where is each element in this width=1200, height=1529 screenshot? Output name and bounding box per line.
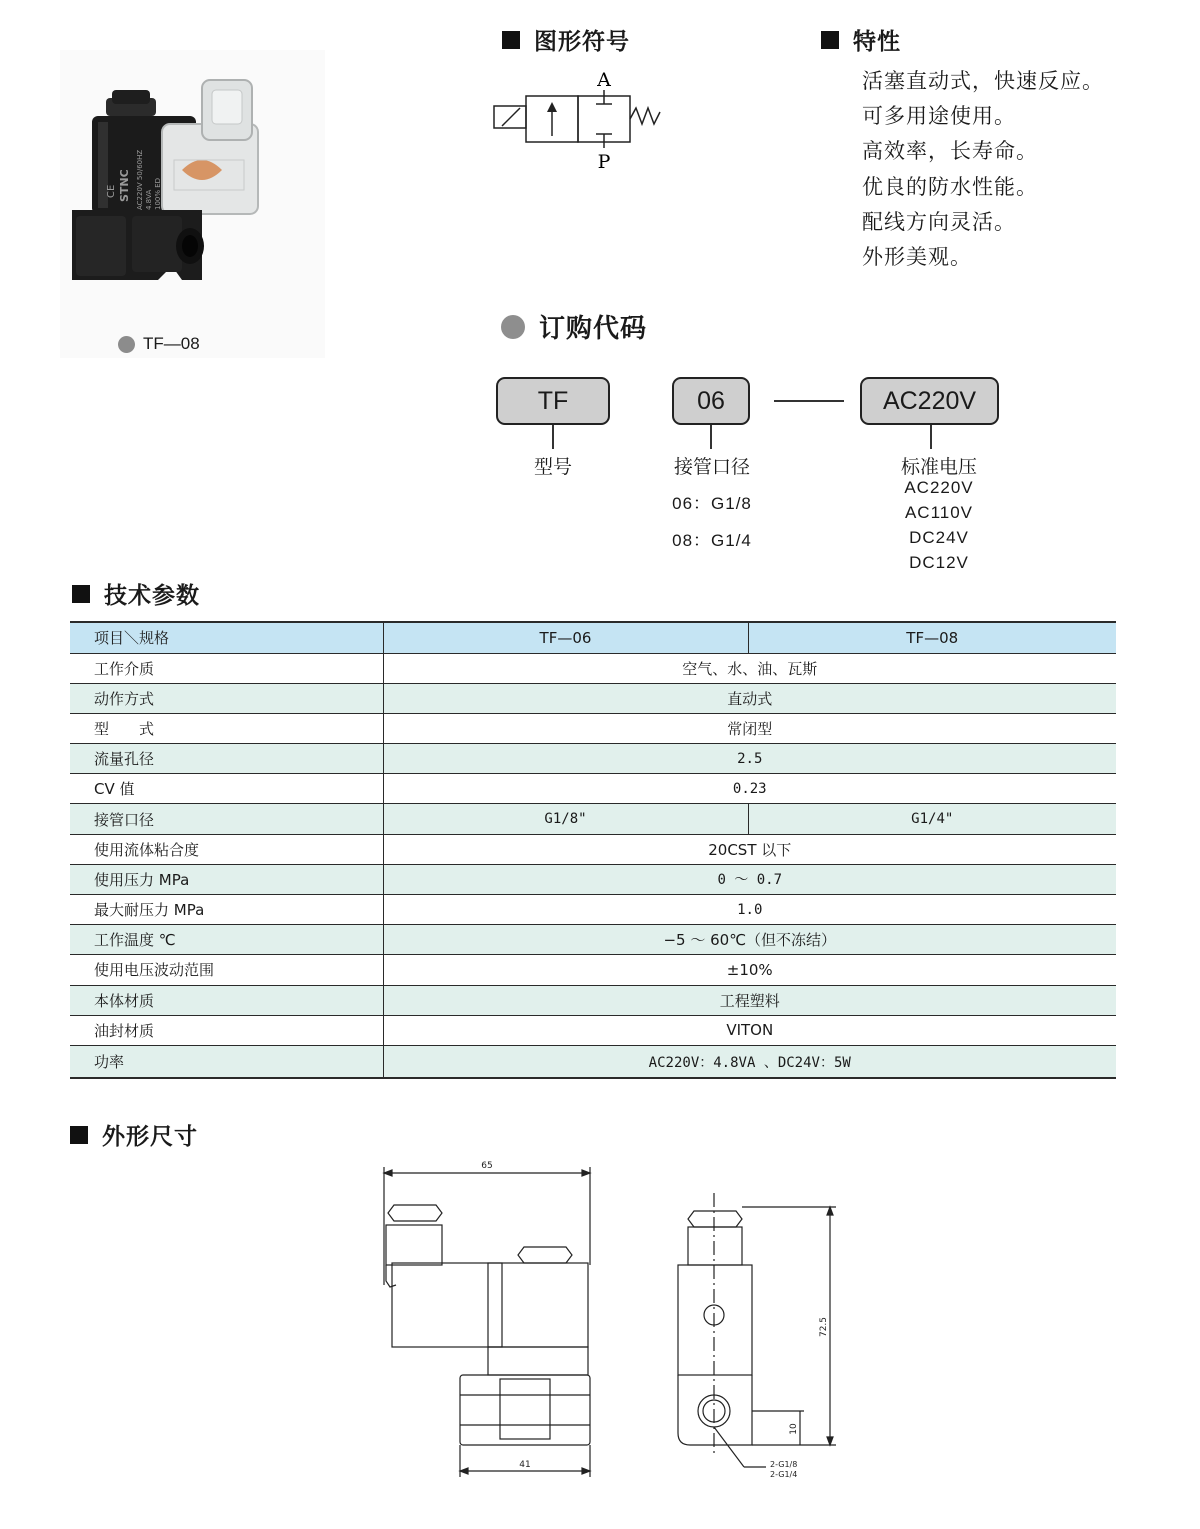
square-bullet-icon [502,31,520,49]
voltage-option: AC220V [904,478,974,497]
row-label: CV 值 [70,774,383,804]
code-dash-line [774,400,844,402]
row-value: 0 ～ 0.7 [383,864,1116,894]
model-code-box: TF [496,377,610,425]
header-col-tf08: TF—08 [748,622,1116,653]
row-label: 使用电压波动范围 [70,955,383,985]
header-label: 项目＼规格 [70,622,383,653]
dim-total-width: 65 [481,1161,493,1171]
features-list [862,64,1104,275]
row-value: 直动式 [383,683,1116,713]
row-value: 空气、水、油、瓦斯 [383,653,1116,683]
row-value-tf08: G1/4" [748,804,1116,834]
dimensions-title: 外形尺寸 [102,1124,198,1150]
table-row [70,834,1116,864]
table-row [70,985,1116,1015]
row-label: 工作介质 [70,653,383,683]
circle-bullet-icon [501,315,525,339]
row-label: 功率 [70,1045,383,1078]
size-code-box: 06 [672,377,750,425]
model-label: 型号 [533,456,572,478]
row-label: 使用压力 MPa [70,864,383,894]
photo-spec-2: 4.8VA [145,189,153,210]
dim-port-note-1: 2-G1/8 [770,1460,798,1469]
row-label: 接管口径 [70,804,383,834]
symbol-title: 图形符号 [534,29,630,55]
table-row [70,774,1116,804]
port-p-label: P [597,151,611,173]
dim-port-height: 10 [789,1423,799,1435]
dimension-drawing [370,1155,850,1485]
features-title: 特性 [853,29,901,55]
table-row [70,1045,1116,1078]
row-value: VITON [383,1015,1116,1045]
feature-item: 配线方向灵活。 [862,209,1016,234]
caption-bullet-icon [118,336,135,353]
table-row [70,864,1116,894]
header-col-tf06: TF—06 [383,622,748,653]
photo-brand: STNC [118,169,131,202]
dim-body-width: 41 [519,1460,531,1470]
row-value-tf06: G1/8" [383,804,748,834]
tech-title: 技术参数 [104,583,200,609]
table-row [70,804,1116,834]
size-label: 接管口径 [673,456,750,478]
square-bullet-icon [821,31,839,49]
row-value: 20CST 以下 [383,834,1116,864]
dim-port-note-2: 2-G1/4 [770,1470,798,1479]
table-row [70,925,1116,955]
row-label: 流量孔径 [70,744,383,774]
row-value: 2.5 [383,744,1116,774]
row-label: 型 式 [70,713,383,743]
table-row [70,713,1116,743]
row-value: 0.23 [383,774,1116,804]
row-value: AC220V：4.8VA 、DC24V：5W [383,1045,1116,1078]
side-view [678,1193,836,1467]
spec-table [70,621,1116,1079]
row-value: 1.0 [383,895,1116,925]
order-code-title: 订购代码 [539,314,648,344]
dimensions-heading [70,1118,198,1151]
row-label: 最大耐压力 MPa [70,895,383,925]
product-caption [118,334,200,354]
product-photo [62,70,322,295]
feature-item: 可多用途使用。 [862,104,1016,129]
size-option: 06：G1/8 [672,494,752,513]
table-row [70,1015,1116,1045]
spring-symbol [630,108,660,124]
voltage-option: AC110V [904,503,974,522]
row-label: 本体材质 [70,985,383,1015]
feature-item: 活塞直动式，快速反应。 [862,69,1104,93]
row-label: 工作温度 ℃ [70,925,383,955]
row-value: ±10% [383,955,1116,985]
symbol-heading [502,23,630,56]
feature-item: 高效率，长寿命。 [862,139,1038,164]
photo-spec-1: AC220V 50/60HZ [136,149,144,210]
row-label: 使用流体粘合度 [70,834,383,864]
size-option: 08：G1/4 [672,531,752,550]
table-header-row [70,622,1116,653]
table-row [70,895,1116,925]
model-connector-line [552,425,554,449]
voltage-option: DC12V [909,553,969,572]
row-label: 动作方式 [70,683,383,713]
table-row [70,683,1116,713]
size-connector-line [710,425,712,449]
voltage-connector-line [930,425,932,449]
front-view [384,1167,590,1477]
feature-item: 外形美观。 [862,245,972,270]
product-caption-text: TF—08 [143,334,200,353]
dim-total-height: 72.5 [819,1316,829,1338]
voltage-label: 标准电压 [900,456,977,478]
row-value: 工程塑料 [383,985,1116,1015]
tech-heading [72,577,200,610]
voltage-option: DC24V [909,528,969,547]
table-row [70,653,1116,683]
valve-symbol-diagram [490,60,700,180]
photo-mark: CE [106,184,117,198]
square-bullet-icon [70,1126,88,1144]
voltage-code-box: AC220V [860,377,999,425]
row-label: 油封材质 [70,1015,383,1045]
photo-spec-3: 100% ED [154,177,162,210]
features-heading [821,23,901,56]
port-a-label: A [597,69,611,91]
feature-item: 优良的防水性能。 [862,174,1038,199]
square-bullet-icon [72,585,90,603]
table-row [70,744,1116,774]
table-row [70,955,1116,985]
row-value: −5 ～ 60℃（但不冻结） [383,925,1116,955]
order-code-heading [501,308,647,345]
row-value: 常闭型 [383,713,1116,743]
